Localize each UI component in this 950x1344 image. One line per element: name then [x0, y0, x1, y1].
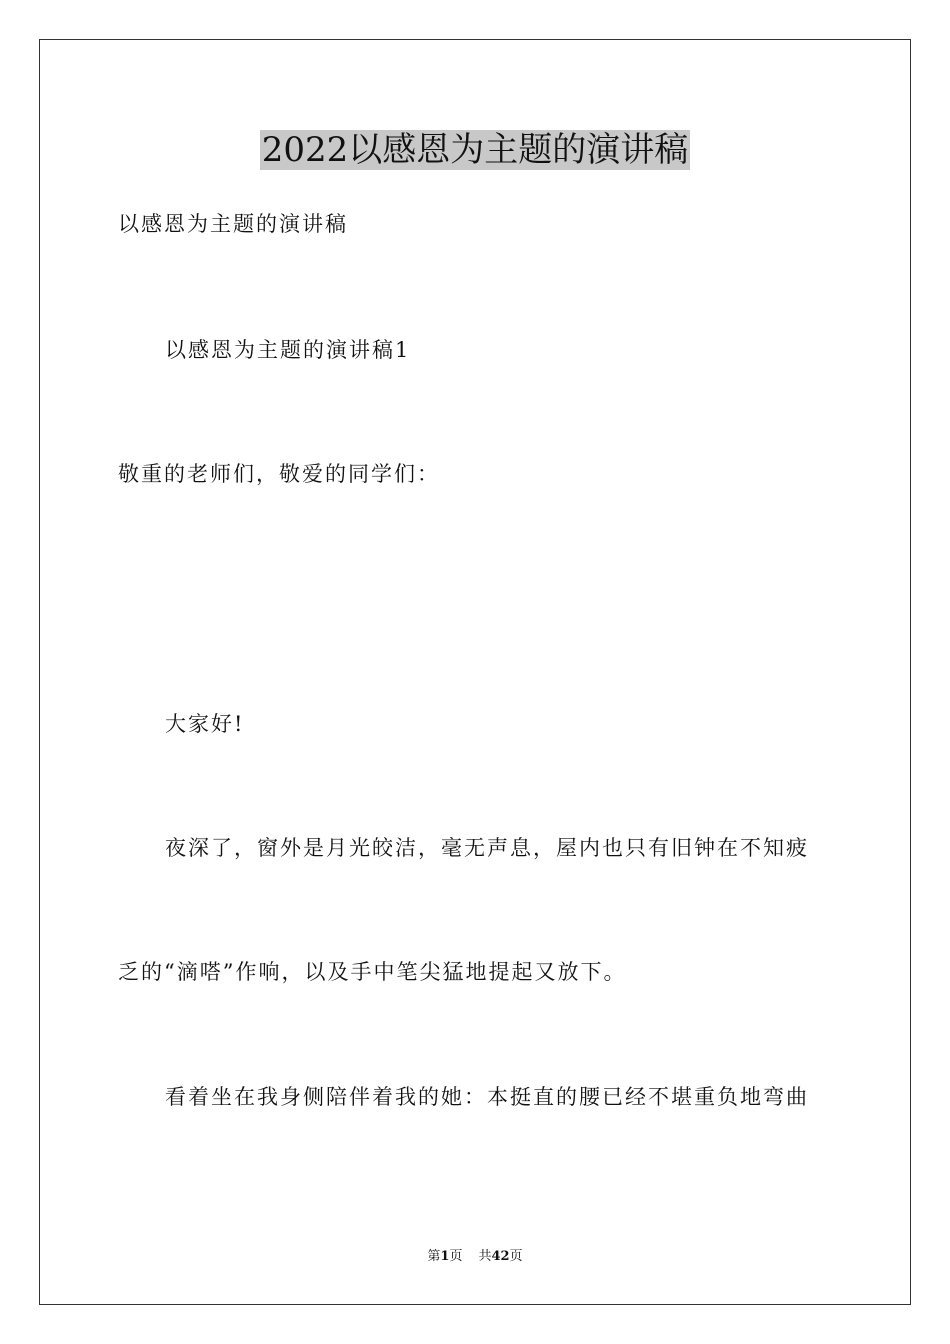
greeting-line: 大家好!: [165, 712, 245, 736]
body-text-line: 乏的“滴嗒”作响，以及手中笔尖猛地提起又放下。: [118, 960, 627, 984]
footer-page-current: 1: [440, 1249, 450, 1264]
footer-total-prefix: 共: [478, 1249, 492, 1264]
document-title: [0, 128, 950, 172]
document-subtitle: 以感恩为主题的演讲稿: [118, 212, 348, 236]
section-heading: 以感恩为主题的演讲稿1: [165, 338, 411, 362]
document-title-text: 2022以感恩为主题的演讲稿: [261, 130, 689, 170]
body-text-line: 看着坐在我身侧陪伴着我的她：本挺直的腰已经不堪重负地弯曲: [165, 1085, 809, 1109]
body-text-line: 夜深了，窗外是月光皎洁，毫无声息，屋内也只有旧钟在不知疲: [165, 836, 809, 860]
footer-page-unit: 页: [449, 1249, 463, 1264]
footer-page-total: 42: [491, 1249, 510, 1264]
footer-total-unit: 页: [509, 1249, 523, 1264]
salutation-line: 敬重的老师们，敬爱的同学们：: [118, 462, 440, 486]
footer-page-prefix: 第: [427, 1249, 441, 1264]
page-footer: [0, 1248, 950, 1266]
